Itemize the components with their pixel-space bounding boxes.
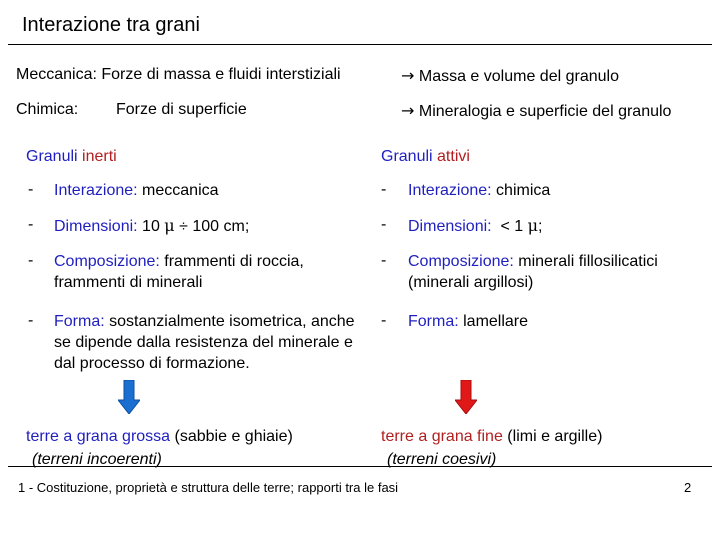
right-arrow-icon: → xyxy=(401,101,415,120)
right-item-4-text: lamellare xyxy=(458,313,529,330)
left-result-sub: (terreni incoerenti) xyxy=(32,451,162,468)
right-item-2-label: Dimensioni: xyxy=(408,218,492,235)
left-item-3-label: Composizione: xyxy=(54,253,160,270)
chemical-text: Forze di superficie xyxy=(116,101,247,118)
right-item-4-label: Forma: xyxy=(408,313,459,330)
mechanical-result xyxy=(401,66,619,86)
left-item-1 xyxy=(54,180,364,201)
left-result-text: (sabbie e ghiaie) xyxy=(170,428,293,445)
slide-title: Interazione tra grani xyxy=(22,14,200,36)
right-item-2 xyxy=(408,215,713,237)
mechanical-result-text: Massa e volume del granulo xyxy=(418,68,619,85)
page-number: 2 xyxy=(684,480,692,495)
down-arrow-blue-icon xyxy=(118,380,140,414)
right-item-3 xyxy=(408,251,718,293)
left-item-2-dash: - xyxy=(28,216,34,233)
left-item-2-text-a: 10 xyxy=(137,218,165,235)
left-item-2-text-b: 100 cm; xyxy=(192,218,250,235)
left-item-3-dash: - xyxy=(28,252,34,269)
left-item-4-dash: - xyxy=(28,312,34,329)
chemical-result-text: Mineralogia e superficie del granulo xyxy=(418,103,672,120)
right-result-text: (limi e argille) xyxy=(502,428,603,445)
mu-symbol: μ xyxy=(164,216,175,235)
left-result xyxy=(26,426,366,447)
right-heading xyxy=(381,148,470,166)
left-item-1-label: Interazione: xyxy=(54,182,138,199)
left-item-3-text: frammenti di roccia, frammenti di minerali xyxy=(54,253,304,291)
right-result xyxy=(381,426,716,447)
right-heading-prefix: Granuli xyxy=(381,148,438,165)
left-item-1-dash: - xyxy=(28,181,34,198)
right-item-2-dash: - xyxy=(381,216,387,233)
left-heading-emphasis: inerti xyxy=(82,148,117,165)
left-item-4-label: Forma: xyxy=(54,313,105,330)
mu-symbol: μ xyxy=(527,216,539,235)
down-arrow-red-icon xyxy=(455,380,477,414)
right-item-2-text-a: < 1 xyxy=(491,218,528,235)
chemical-result xyxy=(401,101,671,121)
right-item-3-dash: - xyxy=(381,252,387,269)
mechanical-line xyxy=(16,66,341,84)
left-item-1-text: meccanica xyxy=(137,182,219,199)
footer-text: 1 - Costituzione, proprietà e struttura delle terre; rapporti tra le fasi xyxy=(18,480,399,495)
right-item-1 xyxy=(408,180,713,201)
right-result-sub: (terreni coesivi) xyxy=(387,451,497,468)
right-item-4-dash: - xyxy=(381,312,387,329)
left-item-4-text: sostanzialmente isometrica, anche se dipende dalla resistenza del minerale e dal processo di formazione. xyxy=(54,313,355,372)
left-heading-prefix: Granuli xyxy=(26,148,83,165)
title-divider xyxy=(8,44,712,45)
mechanical-label: Meccanica: xyxy=(16,66,97,83)
right-arrow-icon: → xyxy=(401,66,415,85)
chemical-label: Chimica: xyxy=(16,101,79,118)
division-symbol: ÷ xyxy=(174,218,193,235)
right-result-emphasis: terre a grana fine xyxy=(381,428,503,445)
footer-divider xyxy=(8,466,712,467)
left-item-3 xyxy=(54,251,359,293)
left-item-2-label: Dimensioni: xyxy=(54,218,138,235)
left-result-emphasis: terre a grana grossa xyxy=(26,428,171,445)
right-item-3-text: minerali fillosilicatici (minerali argillosi) xyxy=(408,253,658,291)
right-item-2-text-b: ; xyxy=(538,218,543,235)
right-item-1-text: chimica xyxy=(491,182,551,199)
right-item-1-dash: - xyxy=(381,181,387,198)
right-item-4 xyxy=(408,311,713,332)
left-item-4 xyxy=(54,311,364,374)
right-item-3-label: Composizione: xyxy=(408,253,514,270)
right-heading-emphasis: attivi xyxy=(437,148,470,165)
mechanical-text: Forze di massa e fluidi interstiziali xyxy=(101,66,341,83)
left-item-2 xyxy=(54,215,364,237)
right-item-1-label: Interazione: xyxy=(408,182,492,199)
left-heading xyxy=(26,148,117,166)
